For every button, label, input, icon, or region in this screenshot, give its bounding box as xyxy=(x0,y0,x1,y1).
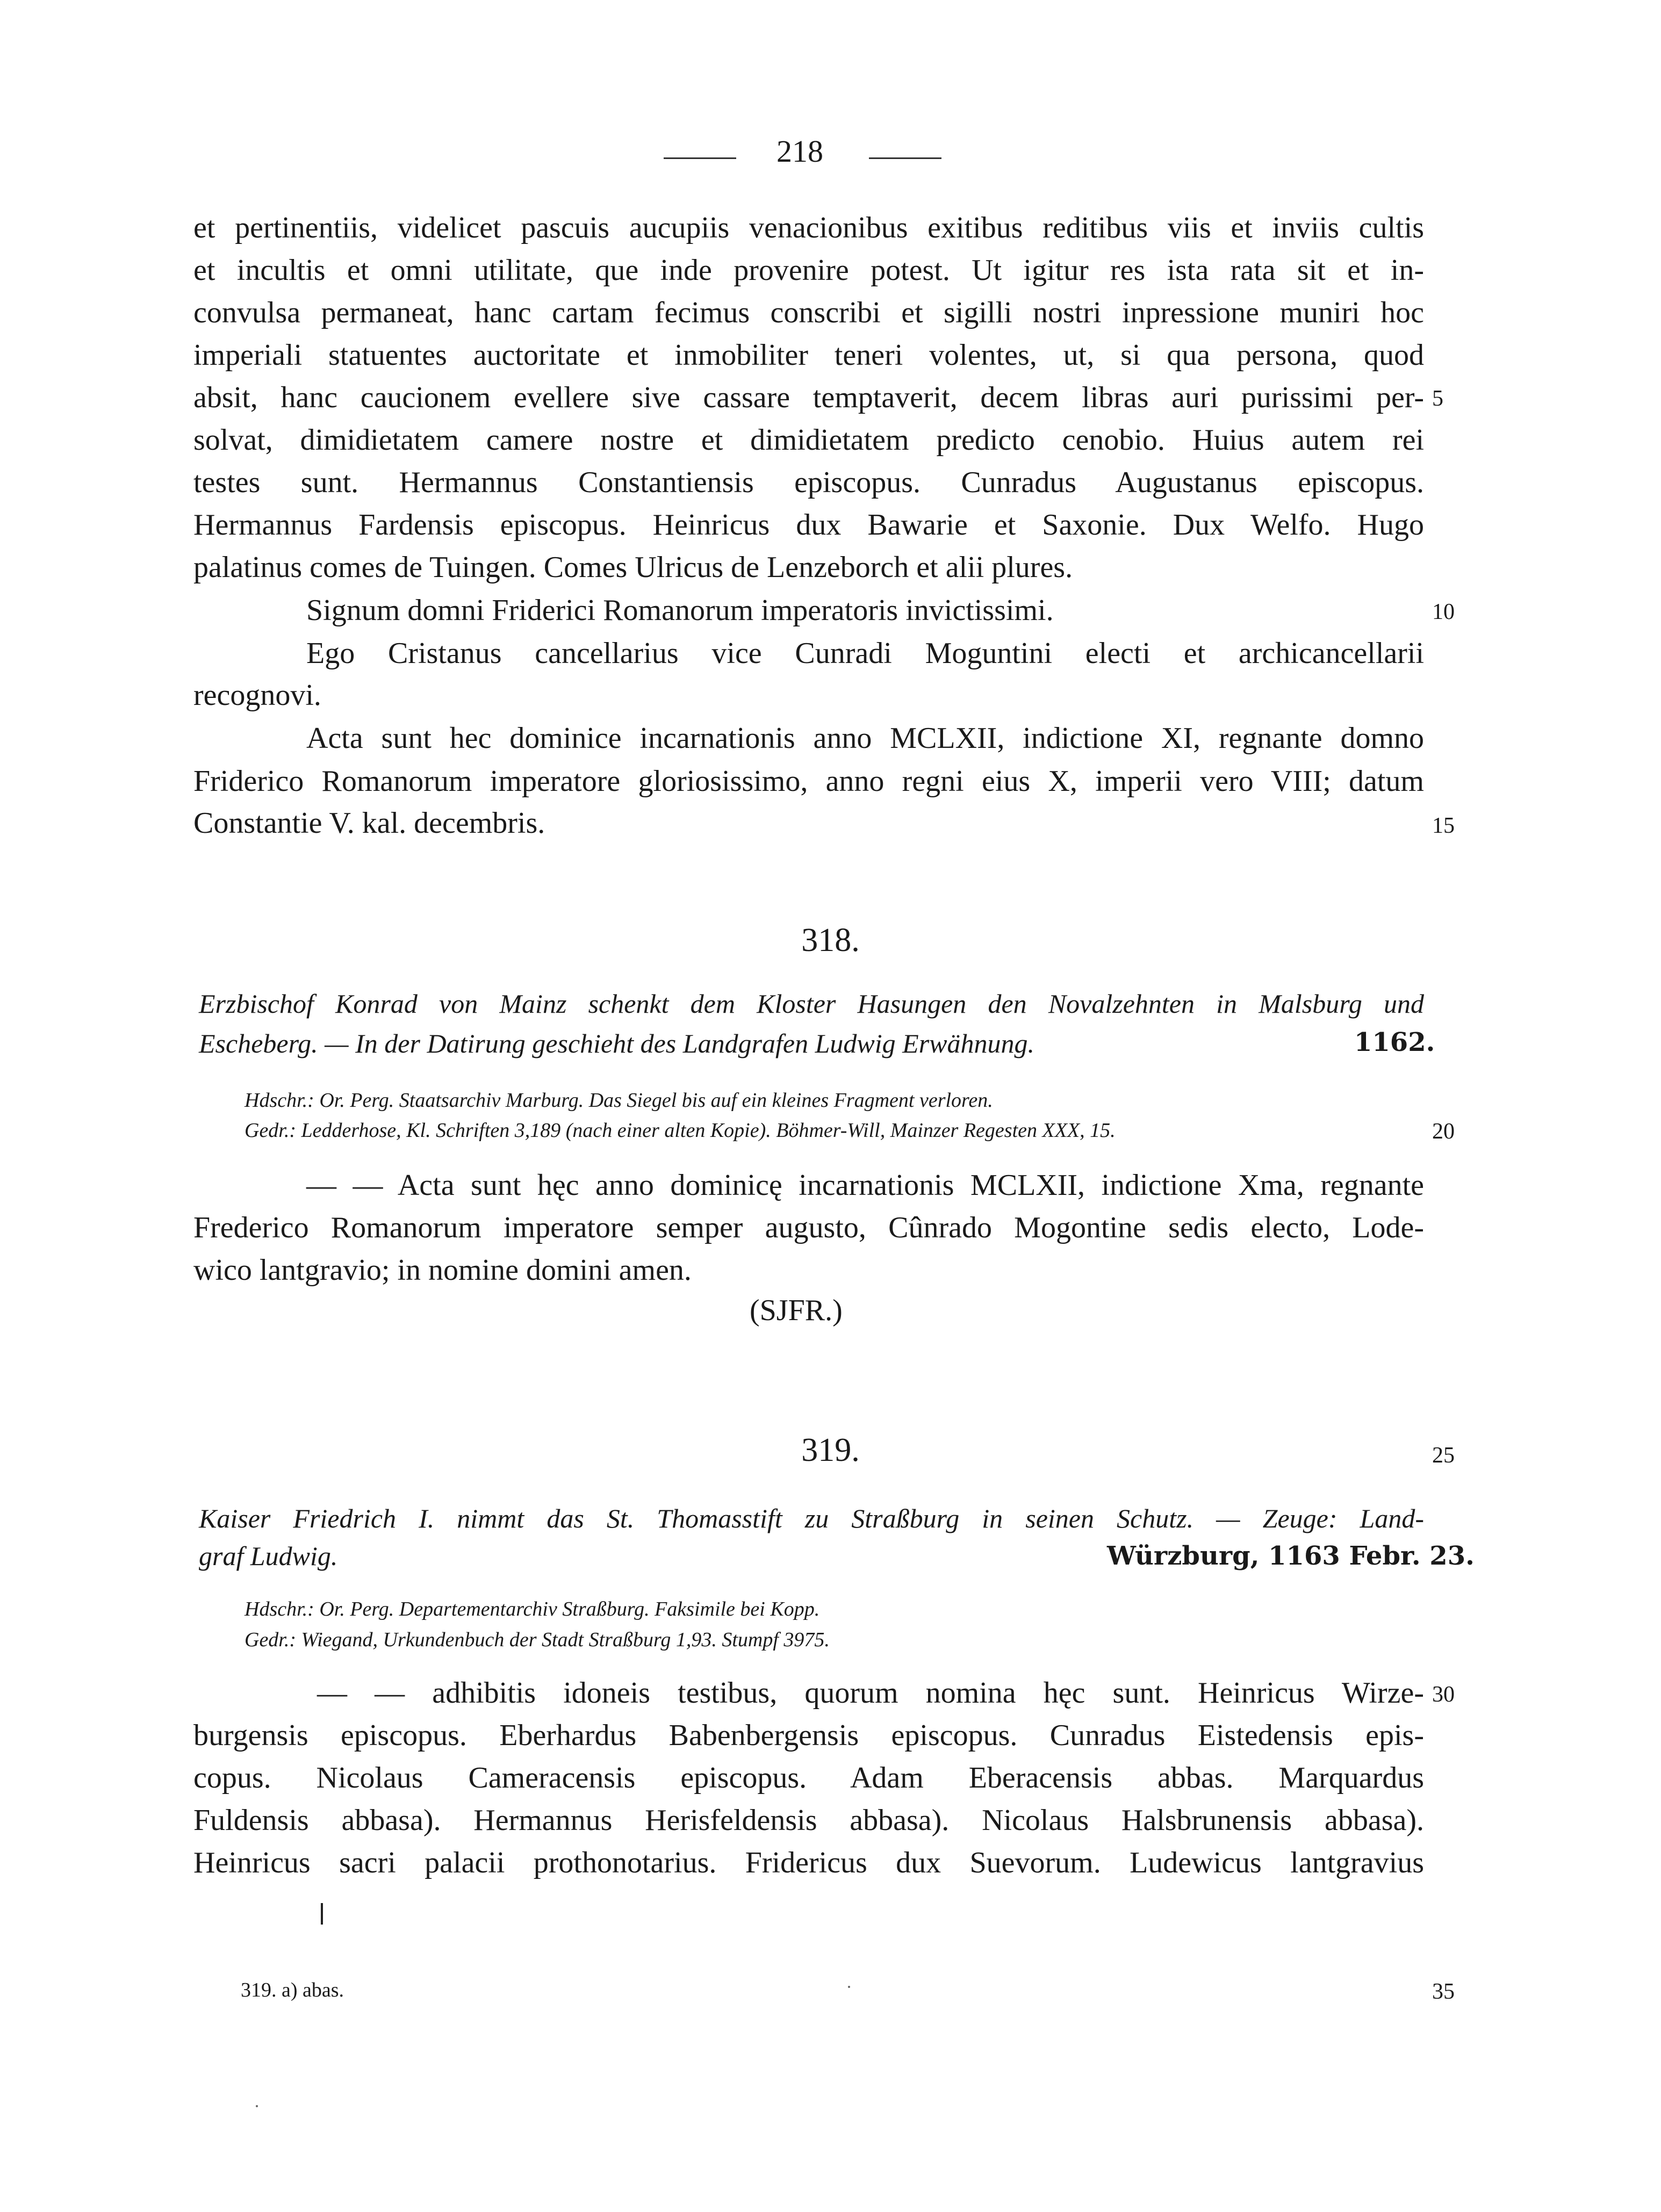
document-text-line: copus. Nicolaus Cameracensis episcopus. Adam Eberacensis abbas. Marquardus xyxy=(193,1761,1424,1795)
text-line: palatinus comes de Tuingen. Comes Ulricus de Lenzeborch et alii plures. xyxy=(193,551,1073,584)
text-line: Constantie V. kal. decembris. xyxy=(193,806,545,840)
document-date: Würzburg, 1163 Febr. 23. xyxy=(1107,1541,1475,1571)
regest-line: graf Ludwig. xyxy=(199,1541,338,1571)
document-text-line: burgensis episcopus. Eberhardus Babenbergensis episcopus. Cunradus Eistedensis epis- xyxy=(193,1719,1424,1752)
regest-line: Kaiser Friedrich I. nimmt das St. Thomasstift zu Straßburg in seinen Schutz. — Zeuge: Land- xyxy=(199,1503,1424,1533)
document-text-line: — — Acta sunt hęc anno dominicę incarnationis MCLXII, indictione Xma, regnante xyxy=(306,1169,1424,1202)
header-rule-right xyxy=(869,157,941,159)
dating-line: Acta sunt hec dominice incarnationis anno MCLXII, indictione XI, regnante domno xyxy=(306,722,1424,755)
line-number: 25 xyxy=(1432,1443,1455,1468)
text-line: Hermannus Fardensis episcopus. Heinricus dux Bawarie et Saxonie. Dux Welfo. Hugo xyxy=(193,508,1424,542)
line-number: 15 xyxy=(1432,813,1455,838)
page-number: 218 xyxy=(776,134,823,169)
line-number: 20 xyxy=(1432,1119,1455,1144)
header-rule-left xyxy=(664,157,736,159)
signum-line: Signum domni Friderici Romanorum imperatoris invictissimi. xyxy=(306,594,1054,627)
text-line: et pertinentiis, videlicet pascuis aucupiis venacionibus exitibus reditibus viis et inviis cultis xyxy=(193,211,1424,244)
line-number: 10 xyxy=(1432,600,1455,624)
document-text-line: — — adhibitis idoneis testibus, quorum nomina hęc sunt. Heinricus Wirze- xyxy=(317,1676,1424,1710)
speck xyxy=(848,1986,850,1988)
text-line: imperiali statuentes auctoritate et inmobiliter teneri volentes, ut, si qua persona, quod xyxy=(193,338,1424,372)
regest-line: Erzbischof Konrad von Mainz schenkt dem Kloster Hasungen den Novalzehnten in Malsburg und xyxy=(199,989,1424,1019)
source-manuscript: Hdschr.: Or. Perg. Departementarchiv Straßburg. Faksimile bei Kopp. xyxy=(245,1598,820,1620)
seal-notation: (SJFR.) xyxy=(750,1294,843,1327)
document-number: 318. xyxy=(801,922,860,959)
footnote-marker xyxy=(321,1903,323,1925)
regest-line: Escheberg. — In der Datirung geschieht des Landgrafen Ludwig Erwähnung. xyxy=(199,1028,1035,1058)
text-line: recognovi. xyxy=(193,679,321,712)
text-line: solvat, dimidietatem camere nostre et dimidietatem predicto cenobio. Huius autem rei xyxy=(193,423,1424,457)
recognition-line: Ego Cristanus cancellarius vice Cunradi Moguntini electi et archicancellarii xyxy=(306,637,1424,670)
line-number: 35 xyxy=(1432,1979,1455,2004)
text-line: Friderico Romanorum imperatore gloriosissimo, anno regni eius X, imperii vero VIII; datum xyxy=(193,765,1424,798)
line-number: 5 xyxy=(1432,386,1443,411)
source-print: Gedr.: Wiegand, Urkundenbuch der Stadt Straßburg 1,93. Stumpf 3975. xyxy=(245,1629,830,1651)
line-number: 30 xyxy=(1432,1682,1455,1707)
text-line: testes sunt. Hermannus Constantiensis episcopus. Cunradus Augustanus episcopus. xyxy=(193,466,1424,499)
source-print: Gedr.: Ledderhose, Kl. Schriften 3,189 (nach einer alten Kopie). Böhmer-Will, Mainzer Regesten XXX, 15. xyxy=(245,1119,1116,1142)
document-text-line: Fuldensis abbasa). Hermannus Herisfeldensis abbasa). Nicolaus Halsbrunensis abbasa). xyxy=(193,1804,1424,1837)
text-line: absit, hanc caucionem evellere sive cassare temptaverit, decem libras auri purissimi per- xyxy=(193,381,1424,414)
document-date: 1162. xyxy=(1354,1027,1435,1057)
document-text-line: Heinricus sacri palacii prothonotarius. Fridericus dux Suevorum. Ludewicus lantgravius xyxy=(193,1846,1424,1879)
text-line: et incultis et omni utilitate, que inde provenire potest. Ut igitur res ista rata sit et in- xyxy=(193,254,1424,287)
document-number: 319. xyxy=(801,1432,860,1468)
speck xyxy=(256,2105,258,2107)
document-text-line: wico lantgravio; in nomine domini amen. xyxy=(193,1253,692,1287)
footnote: 319. a) abas. xyxy=(241,1979,344,2001)
source-manuscript: Hdschr.: Or. Perg. Staatsarchiv Marburg. Das Siegel bis auf ein kleines Fragment verloren. xyxy=(245,1089,993,1112)
text-line: convulsa permaneat, hanc cartam fecimus conscribi et sigilli nostri inpressione muniri hoc xyxy=(193,296,1424,329)
document-text-line: Frederico Romanorum imperatore semper augusto, Cûnrado Mogontine sedis electo, Lode- xyxy=(193,1211,1424,1244)
